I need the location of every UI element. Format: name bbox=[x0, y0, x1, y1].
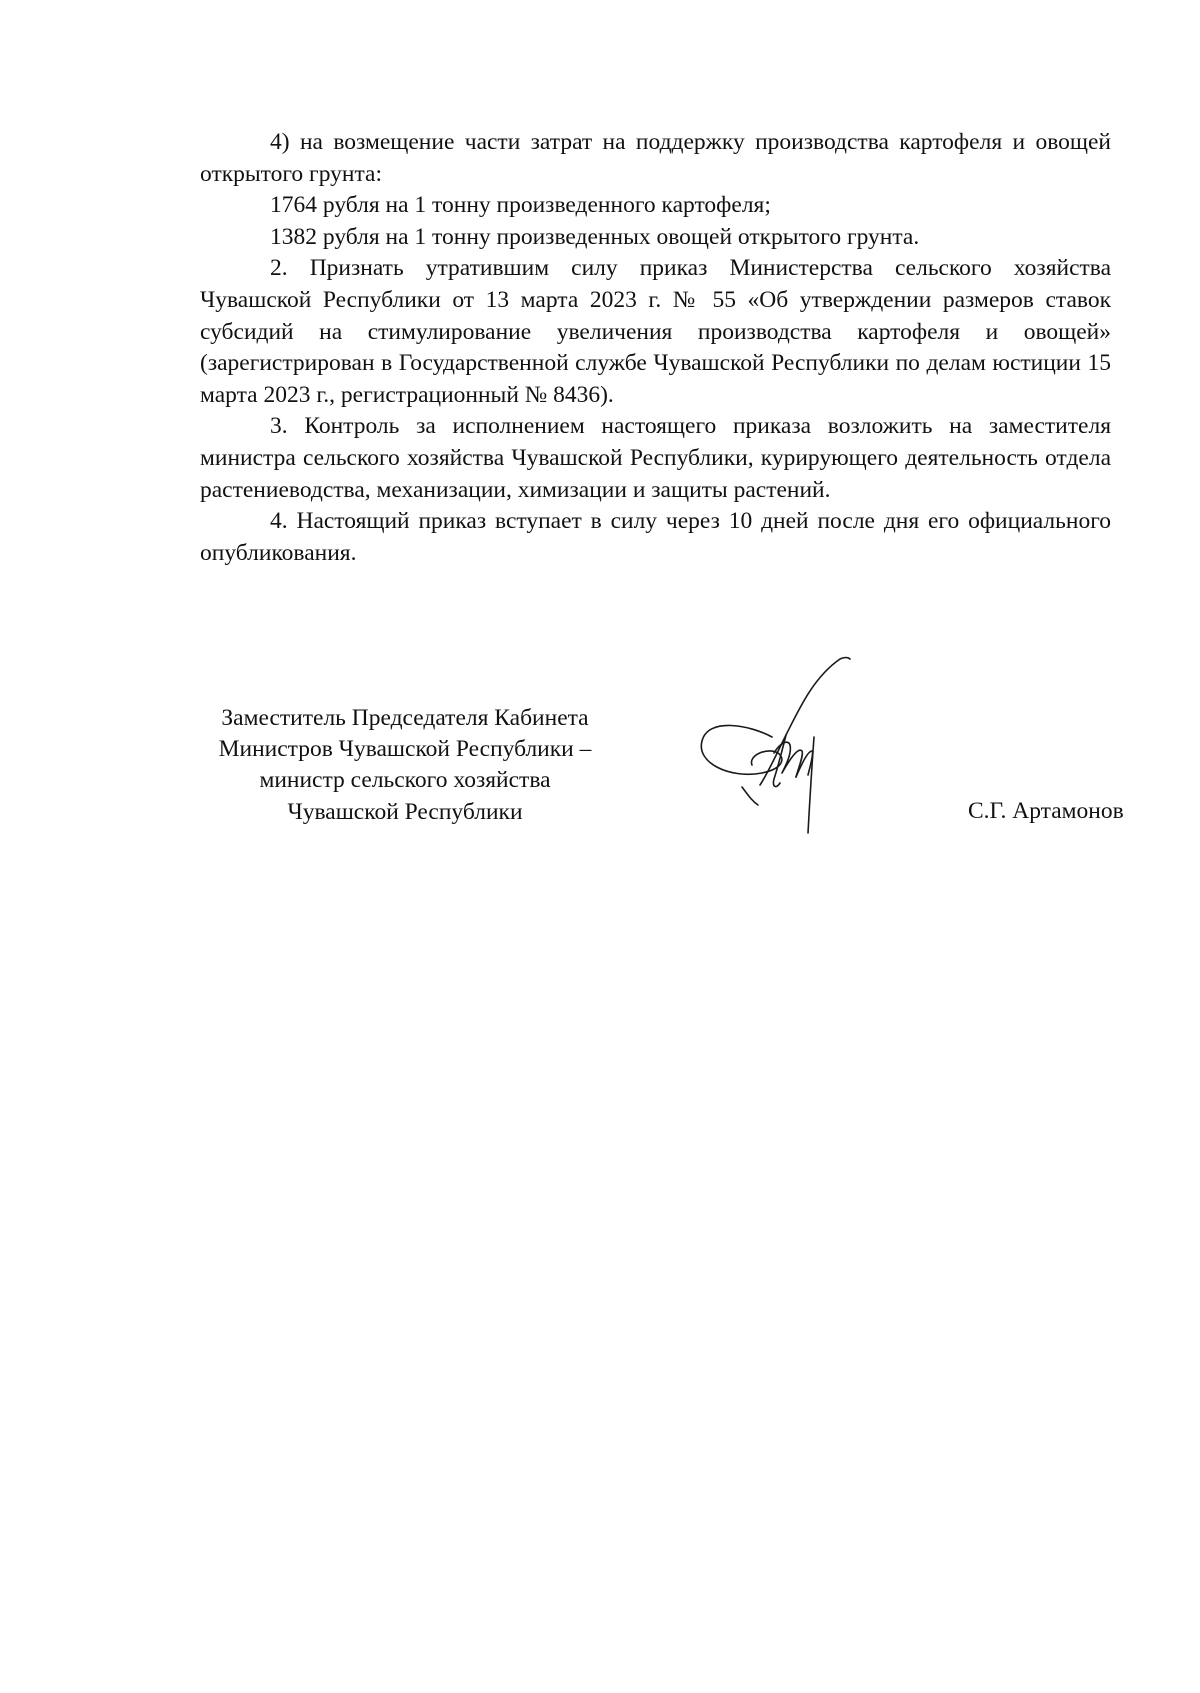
signatory-title-line: Чувашской Республики bbox=[287, 798, 523, 825]
document-body bbox=[200, 127, 1111, 569]
signatory-title-line: министр сельского хозяйства bbox=[259, 767, 551, 794]
paragraph-potato-rate: 1764 рубля на 1 тонну произведенного картофеля; bbox=[270, 192, 771, 219]
signatory-title bbox=[170, 703, 640, 828]
signatory-title-line: Министров Чувашской Республики – bbox=[218, 736, 592, 763]
paragraph-item-4-potatoes-vegetables: 4) на возмещение части затрат на поддержку производства картофеля и овощей открытого грунта: bbox=[200, 129, 1111, 187]
paragraph-clause-2: 2. Признать утратившим силу приказ Министерства сельского хозяйства Чувашской Республики от 13 марта 2023 г. № 55 «Об утверждении размеров ставок субсидий на стимулирование увеличения производства картофеля и овощей» (зарегистрирован в Государственной службе Чувашской Республики по делам юстиции 15 марта 2023 г., регистрационный № 8436). bbox=[200, 255, 1111, 408]
paragraph-clause-3: 3. Контроль за исполнением настоящего приказа возложить на заместителя министра сельского хозяйства Чувашской Республики, курирующего деятельность отдела растениеводства, механизации, химизации и защиты растений. bbox=[200, 413, 1111, 503]
paragraph-clause-4: 4. Настоящий приказ вступает в силу через 10 дней после дня его официального опубликования. bbox=[200, 508, 1111, 566]
signatory-title-line: Заместитель Председателя Кабинета bbox=[221, 705, 589, 731]
paragraph-vegetable-rate: 1382 рубля на 1 тонну произведенных овощей открытого грунта. bbox=[270, 223, 920, 250]
handwritten-signature bbox=[690, 655, 890, 840]
signatory-name: С.Г. Артамонов bbox=[968, 798, 1124, 824]
